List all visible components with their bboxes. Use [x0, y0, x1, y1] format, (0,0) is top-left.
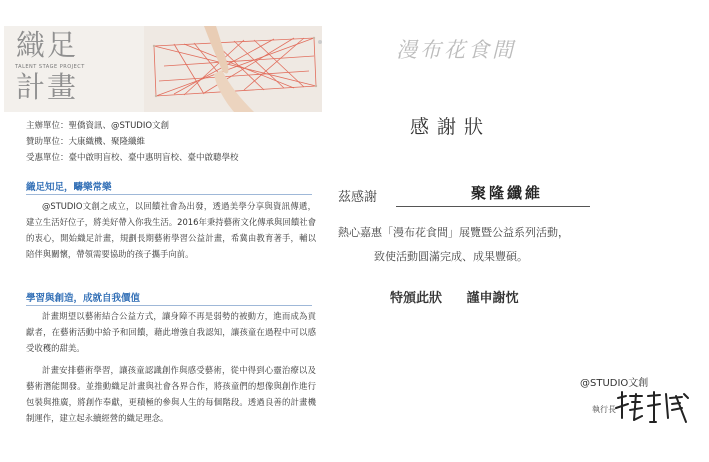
project-brochure — [0, 0, 330, 462]
logo-title-line1: 織足 — [16, 28, 79, 62]
certificate-title: 感謝狀 — [410, 116, 492, 138]
section1-text: @STUDIO文創之成立，以回饋社會為出發，透過美學分享與資訊傳遞，建立生活好位子，將美好帶入你我生活。2016年秉持藝術文化傳承與回饋社會的衷心，開始織足計畫，規劃長期藝術學習公益計畫，希冀由教育著手，輔以陪伴與關懷，帶領需要協助的孩子攜手向前。 — [26, 201, 316, 259]
section2-title: 學習與創造，成就自我價值 — [26, 293, 141, 304]
recipient-label: 茲感謝 — [338, 190, 378, 205]
string-art-photo — [144, 26, 322, 112]
hero-banner — [4, 26, 322, 112]
organizer-list — [26, 118, 239, 166]
certificate-body-line1: 熱心嘉惠「漫布花食間」展覽暨公益系列活動， — [338, 226, 569, 239]
section2-text2: 計畫安排藝術學習，讓孩童認識創作與感受藝術，從中得到心靈治療以及藝術潛能開發。並推動織足計畫與社會各界合作，將孩童們的想像與創作進行包裝與推廣，將創作奉獻，更積極的參與人生的每個階段。透過良善的計畫機制運作，建立起永續經營的織足理念。 — [26, 365, 316, 423]
sponsor-line: 贊助單位：大康織機、聚隆纖維 — [26, 137, 146, 147]
certificate-body-line2: 致使活動圓滿完成、成果豐碩。 — [374, 250, 528, 263]
executive-label: 執行長 — [592, 405, 616, 414]
logo-subtitle: TALENT STAGE PROJECT — [15, 64, 85, 70]
section1-divider — [26, 194, 312, 195]
brand-logo: 漫布花食間 — [396, 38, 516, 62]
logo-title-line2: 計畫 — [16, 70, 79, 104]
closing-phrase-2: 謹申謝忱 — [466, 291, 519, 306]
recipient-underline — [396, 206, 590, 207]
fold-mark — [318, 40, 322, 44]
recipient-name: 聚隆纖維 — [470, 184, 543, 202]
issuer-name: @STUDIO文創 — [580, 378, 649, 389]
organizer-line: 主辦單位：聖僑資訊、@STUDIO文創 — [26, 121, 170, 131]
section2-divider — [26, 305, 312, 306]
handwritten-signature — [612, 388, 692, 428]
certificate-closing — [390, 287, 519, 306]
certificate — [330, 0, 709, 462]
closing-phrase-1: 特頒此狀 — [390, 291, 443, 306]
beneficiary-line: 受惠單位：臺中啟明盲校、臺中惠明盲校、臺中啟聰學校 — [26, 153, 239, 163]
section2-text1: 計畫期望以藝術結合公益方式，讓身障不再是弱勢的被動方，進而成為貢獻者，在藝術活動中給予和回饋，藉此增強自我認知，讓孩童在過程中可以感受收穫的甜美。 — [26, 311, 316, 353]
project-logo — [12, 30, 90, 110]
section1-title: 織足知足，疇樂常樂 — [26, 182, 112, 193]
